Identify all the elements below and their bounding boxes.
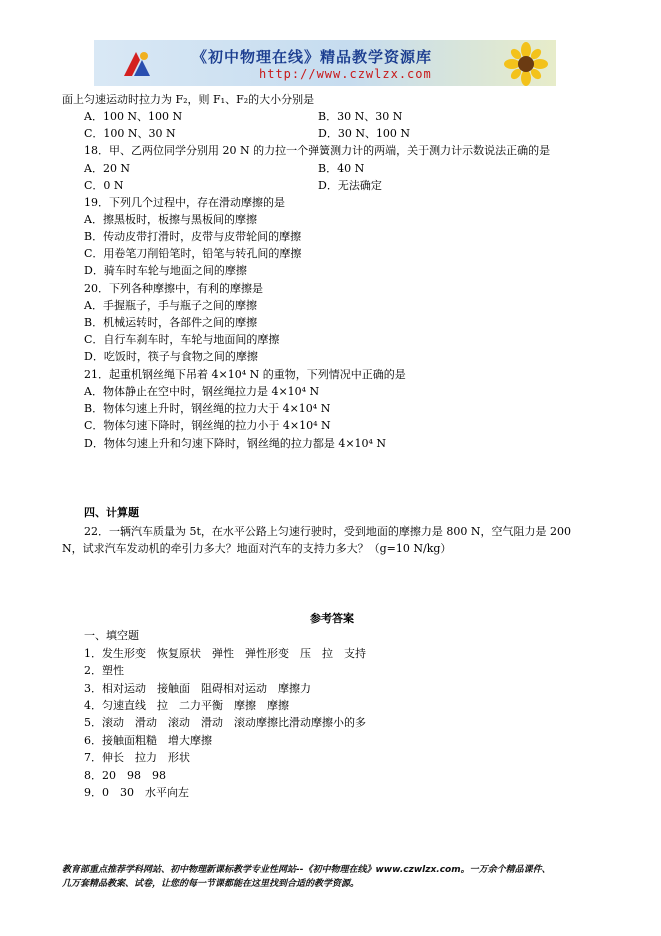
q21-option-a: A．物体静止在空中时，钢丝绳拉力是 4×10⁴ N: [84, 385, 320, 398]
answer-4: 4．匀速直线 拉 二力平衡 摩擦 摩擦: [84, 699, 289, 712]
footer-line-2: 几万套精品教案、试卷，让您的每一节课都能在这里找到合适的教学资源。: [62, 879, 360, 889]
q22-line-1: 22．一辆汽车质量为 5t，在水平公路上匀速行驶时，受到地面的摩擦力是 800 N，空气阻力是 200: [84, 525, 572, 538]
q19-question: 19．下列几个过程中，存在滑动摩擦的是: [84, 196, 285, 209]
sunflower-icon: [500, 42, 552, 86]
q19-option-b: B．传动皮带打滑时，皮带与皮带轮间的摩擦: [84, 230, 302, 243]
q18-option-a: A．20 N: [84, 162, 131, 175]
q21-question: 21．起重机钢丝绳下吊着 4×10⁴ N 的重物，下列情况中正确的是: [84, 368, 406, 381]
q20-option-c: C．自行车刹车时，车轮与地面间的摩擦: [84, 333, 280, 346]
answer-7: 7．伸长 拉力 形状: [84, 751, 190, 764]
q22-line-2: N，试求汽车发动机的牵引力多大？地面对汽车的支持力多大？（g=10 N/kg）: [62, 542, 452, 555]
site-logo-icon: [120, 48, 154, 80]
answers-section-title: 一、填空题: [84, 629, 139, 642]
q19-option-c: C．用卷笔刀削铅笔时，铅笔与转孔间的摩擦: [84, 247, 302, 260]
q18-option-c: C．0 N: [84, 179, 124, 192]
q19-option-d: D．骑车时车轮与地面之间的摩擦: [84, 264, 247, 277]
answer-8: 8．20 98 98: [84, 769, 166, 782]
answer-3: 3．相对运动 接触面 阻碍相对运动 摩擦力: [84, 682, 311, 695]
banner-title: 《初中物理在线》精品教学资源库: [192, 48, 433, 66]
q17-tail: 面上匀速运动时拉力为 F₂，则 F₁、F₂的大小分别是: [62, 93, 315, 106]
q18-option-b: B．40 N: [318, 162, 365, 175]
q17-option-a: A．100 N、100 N: [84, 110, 183, 123]
q18-question: 18．甲、乙两位同学分别用 20 N 的力拉一个弹簧测力计的两端，关于测力计示数说法正确的是: [84, 144, 551, 157]
answer-1: 1．发生形变 恢复原状 弹性 弹性形变 压 拉 支持: [84, 647, 366, 660]
page-footer: [62, 863, 622, 891]
q21-option-d: D．物体匀速上升和匀速下降时，钢丝绳的拉力都是 4×10⁴ N: [84, 437, 387, 450]
answers-title: 参考答案: [310, 612, 354, 625]
answer-5: 5．滚动 滑动 滚动 滑动 滚动摩擦比滑动摩擦小的多: [84, 716, 366, 729]
q20-option-b: B．机械运转时，各部件之间的摩擦: [84, 316, 258, 329]
q17-option-b: B．30 N、30 N: [318, 110, 403, 123]
footer-line-1: 教育部重点推荐学科网站、初中物理新课标教学专业性网站--《初中物理在线》www.czwlzx.com。一万余个精品课件、: [62, 865, 551, 875]
answer-6: 6．接触面粗糙 增大摩擦: [84, 734, 212, 747]
banner-url[interactable]: http://www.czwlzx.com: [259, 67, 432, 81]
q20-question: 20．下列各种摩擦中，有利的摩擦是: [84, 282, 263, 295]
section-4-title: 四、计算题: [84, 506, 139, 519]
q21-option-b: B．物体匀速上升时，钢丝绳的拉力大于 4×10⁴ N: [84, 402, 331, 415]
q17-option-d: D．30 N、100 N: [318, 127, 411, 140]
q21-option-c: C．物体匀速下降时，钢丝绳的拉力小于 4×10⁴ N: [84, 419, 331, 432]
q20-option-a: A．手握瓶子，手与瓶子之间的摩擦: [84, 299, 257, 312]
q18-option-d: D．无法确定: [318, 179, 382, 192]
answer-2: 2．塑性: [84, 664, 124, 677]
q19-option-a: A．擦黑板时，板擦与黑板间的摩擦: [84, 213, 257, 226]
header-banner: [94, 40, 556, 86]
q20-option-d: D．吃饭时，筷子与食物之间的摩擦: [84, 350, 258, 363]
q17-option-c: C．100 N、30 N: [84, 127, 176, 140]
answer-9: 9．0 30 水平向左: [84, 786, 189, 799]
